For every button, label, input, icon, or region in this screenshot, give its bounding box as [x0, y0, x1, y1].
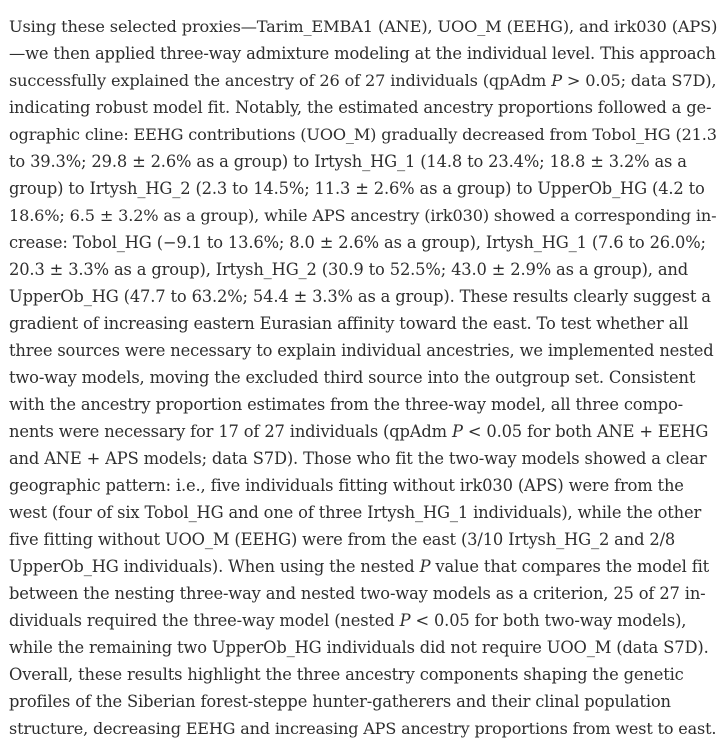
- text-line: [9, 445, 716, 472]
- text-line: [9, 634, 716, 661]
- text-line: [9, 580, 716, 607]
- text-line: [9, 472, 716, 499]
- text-line: [9, 661, 716, 688]
- text-segment: < 0.05 for both ANE + EEHG: [462, 422, 709, 441]
- text-line: [9, 337, 716, 364]
- body-paragraph: [9, 13, 716, 742]
- text-line: [9, 391, 716, 418]
- text-segment: —we then applied three-way admixture modeling at the individual level. This approach: [9, 44, 716, 63]
- text-segment: 20.3 ± 3.3% as a group), Irtysh_HG_2 (30.9 to 52.5%; 43.0 ± 2.9% as a group), and: [9, 260, 689, 279]
- text-line: [9, 553, 716, 580]
- text-line: [9, 13, 716, 40]
- italic-variable: P: [551, 71, 562, 90]
- text-line: [9, 175, 716, 202]
- text-segment: successfully explained the ancestry of 26 of 27 individuals (qpAdm: [9, 71, 552, 90]
- text-segment: structure, decreasing EEHG and increasing APS ancestry proportions from west to east.: [9, 719, 717, 738]
- italic-variable: P: [419, 557, 431, 576]
- text-segment: gradient of increasing eastern Eurasian affinity toward the east. To test whether all: [9, 314, 689, 333]
- text-segment: group) to Irtysh_HG_2 (2.3 to 14.5%; 11.3 ± 2.6% as a group) to UpperOb_HG (4.2 to: [9, 179, 705, 198]
- text-segment: > 0.05; data S7D),: [561, 71, 717, 90]
- text-line: [9, 148, 716, 175]
- text-segment: 18.6%; 6.5 ± 3.2% as a group), while APS ancestry (irk030) showed a corresponding in-: [9, 206, 717, 225]
- italic-variable: P: [452, 422, 463, 441]
- text-line: [9, 715, 716, 742]
- text-line: [9, 688, 716, 715]
- text-segment: three sources were necessary to explain individual ancestries, we implemented nested: [9, 341, 714, 360]
- text-segment: nents were necessary for 17 of 27 individuals (qpAdm: [9, 422, 452, 441]
- text-segment: with the ancestry proportion estimates from the three-way model, all three compo-: [9, 395, 684, 414]
- text-segment: Overall, these results highlight the three ancestry components shaping the genetic: [9, 665, 684, 684]
- text-segment: while the remaining two UpperOb_HG individuals did not require UOO_M (data S7D).: [9, 638, 709, 657]
- text-segment: Using these selected proxies—Tarim_EMBA1 (ANE), UOO_M (EEHG), and irk030 (APS): [9, 17, 718, 36]
- italic-variable: P: [399, 611, 411, 630]
- text-line: [9, 283, 716, 310]
- text-segment: UpperOb_HG individuals). When using the nested: [9, 557, 420, 576]
- text-segment: west (four of six Tobol_HG and one of three Irtysh_HG_1 individuals), while the other: [9, 503, 702, 522]
- text-line: [9, 526, 716, 553]
- text-segment: crease: Tobol_HG (−9.1 to 13.6%; 8.0 ± 2.6% as a group), Irtysh_HG_1 (7.6 to 26.0%;: [9, 233, 706, 252]
- text-line: [9, 67, 716, 94]
- text-segment: between the nesting three-way and nested two-way models as a criterion, 25 of 27 in-: [9, 584, 706, 603]
- text-line: [9, 202, 716, 229]
- text-segment: and ANE + APS models; data S7D). Those who fit the two-way models showed a clear: [9, 449, 707, 468]
- text-line: [9, 121, 716, 148]
- text-line: [9, 499, 716, 526]
- text-segment: ographic cline: EEHG contributions (UOO_M) gradually decreased from Tobol_HG (21.3: [9, 125, 717, 144]
- text-line: [9, 607, 716, 634]
- text-line: [9, 418, 716, 445]
- text-segment: two-way models, moving the excluded third source into the outgroup set. Consistent: [9, 368, 696, 387]
- text-segment: value that compares the model fit: [430, 557, 710, 576]
- text-segment: dividuals required the three-way model (nested: [9, 611, 400, 630]
- text-segment: five fitting without UOO_M (EEHG) were from the east (3/10 Irtysh_HG_2 and 2/8: [9, 530, 676, 549]
- text-segment: profiles of the Siberian forest-steppe hunter-gatherers and their clinal population: [9, 692, 671, 711]
- text-segment: to 39.3%; 29.8 ± 2.6% as a group) to Irtysh_HG_1 (14.8 to 23.4%; 18.8 ± 3.2% as a: [9, 152, 687, 171]
- text-line: [9, 40, 716, 67]
- text-line: [9, 94, 716, 121]
- text-segment: indicating robust model fit. Notably, the estimated ancestry proportions followed a ge-: [9, 98, 712, 117]
- text-segment: geographic pattern: i.e., five individuals fitting without irk030 (APS) were from the: [9, 476, 684, 495]
- text-line: [9, 364, 716, 391]
- text-segment: UpperOb_HG (47.7 to 63.2%; 54.4 ± 3.3% as a group). These results clearly suggest a: [9, 287, 711, 306]
- text-line: [9, 310, 716, 337]
- text-line: [9, 229, 716, 256]
- text-segment: < 0.05 for both two-way models),: [410, 611, 687, 630]
- text-line: [9, 256, 716, 283]
